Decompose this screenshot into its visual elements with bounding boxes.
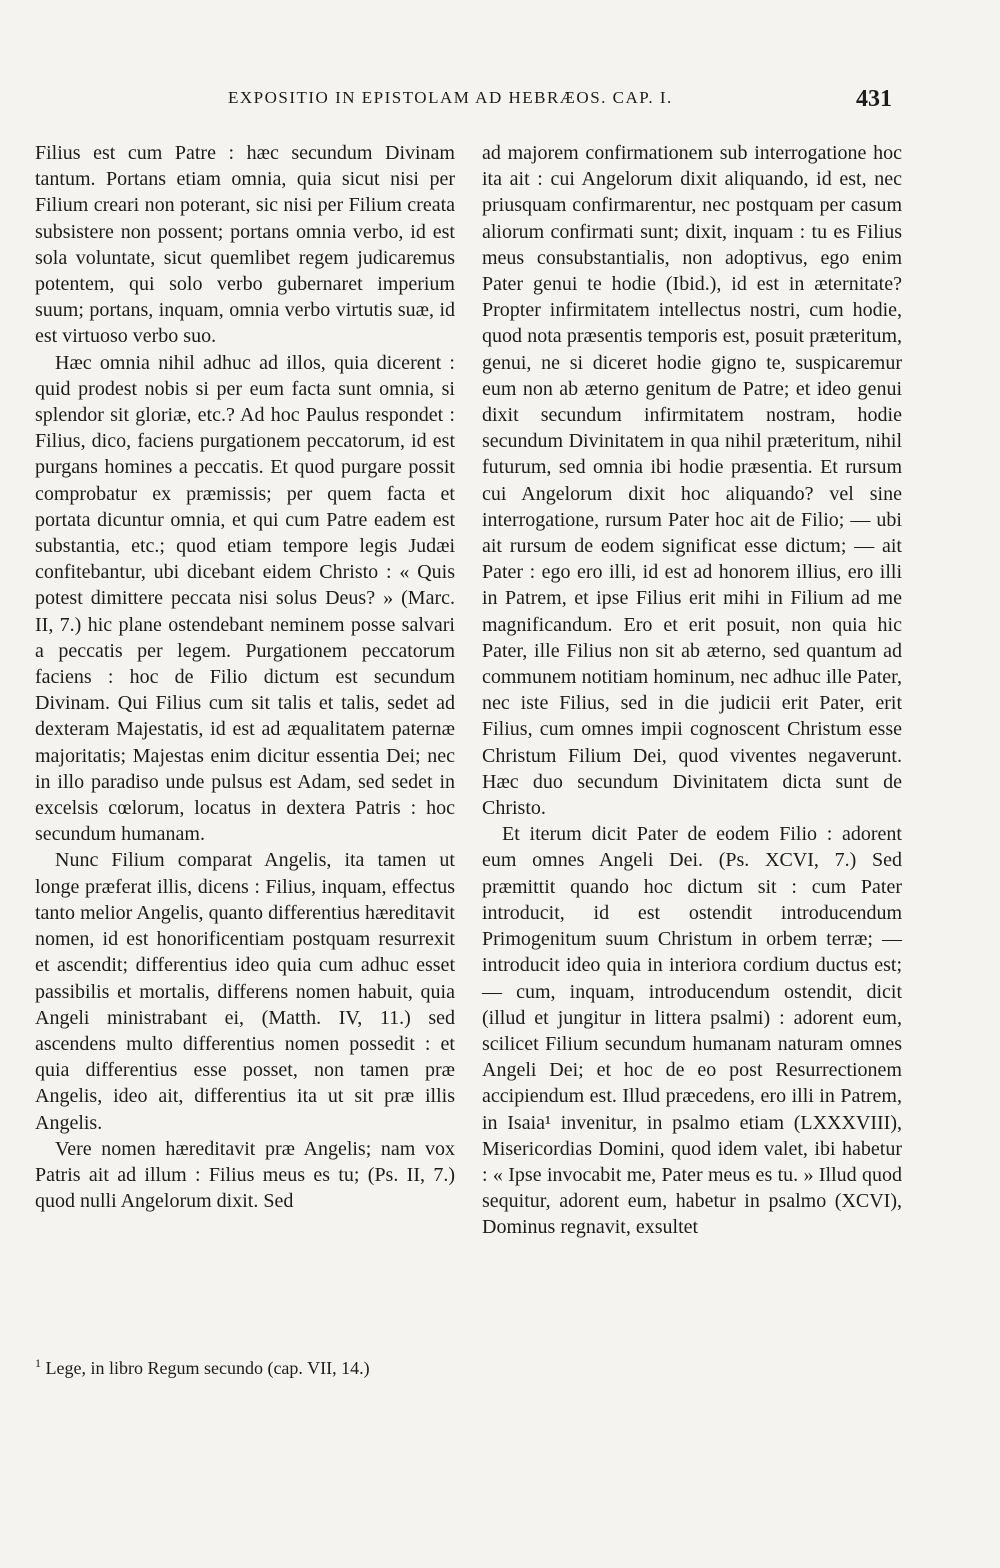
left-column [35,140,455,1214]
left-paragraph-3: Nunc Filium comparat Angelis, ita tamen ut longe præferat illis, dicens : Filius, inquam, effectus tanto melior Angelis, quanto differentius hæreditavit nomen, id est honorificentiam postquam resurrexit et ascendit; differentius ideo quia cum adhuc esset passibilis et mortalis, differens nomen habuit, quia Angeli ministrabant ei, (Matth. IV, 11.) sed ascendens multo differentius nomen possedit : et quia differentius esse posset, non tamen præ Angelis, ideo ait, differentius ita ut sit præ illis Angelis. [35,849,455,1134]
left-paragraph-1: Filius est cum Patre : hæc secundum Divinam tantum. Portans etiam omnia, quia sicut nisi per Filium creari non poterant, sic nisi per Filium creata subsistere non possent; portans omnia verbo, id est sola voluntate, sicut quemlibet regem judicaremus potentem, qui solo verbo gubernaret imperium suum; portans, inquam, omnia verbo virtutis suæ, id est virtuoso verbo suo. [35,142,455,348]
footnote-marker: 1 [35,1356,41,1370]
column-divider [466,128,467,1568]
page-number: 431 [856,86,892,112]
footnote [35,1351,455,1380]
right-column [482,140,902,1241]
footnote-text: Lege, in libro Regum secundo (cap. VII, 14.) [45,1358,370,1378]
right-paragraph-2: Et iterum dicit Pater de eodem Filio : adorent eum omnes Angeli Dei. (Ps. XCVI, 7.) Sed præmittit quando hoc dictum sit : cum Pater introducit, id est ostendit introducendum Primogenitum suum Christum in orbem terræ; — introducit ideo quia in interiora cordium ductus est; — cum, inquam, introducendum ostendit, dicit (illud et jungitur in littera psalmi) : adorent eum, scilicet Filium secundum humanam naturam omnes Angeli Dei; et hoc de eo post Resurrectionem accipiendum est. Illud præcedens, ero illi in Patrem, in Isaia¹ invenitur, in psalmo etiam (LXXXVIII), Misericordias Domini, quod idem valet, ibi habetur : « Ipse invocabit me, Pater meus es tu. » Illud quod sequitur, adorent eum, habetur in psalmo (XCVI), Dominus regnavit, exsultet [482,823,902,1239]
running-header [228,88,888,108]
right-paragraph-1: ad majorem confirmationem sub interrogatione hoc ita ait : cui Angelorum dixit aliquando, id est, nec priusquam confirmarentur, nec postquam per casum aliorum confirmati sunt; dixit, inquam : tu es Filius meus consubstantialis, non adoptivus, ego enim Pater genui te hodie (Ibid.), id est in æternitate? Propter infirmitatem intellectus nostri, cum hodie, quod nota præsentis temporis est, posuit præteritum, genui, ne si diceret hodie gigno te, suspicaremur eum non ab æterno genitum de Patre; et ideo genui dixit secundum infirmitatem nostram, hodie secundum Divinitatem in qua nihil præteritum, nihil futurum, sed omnia ibi hodie præsentia. Et rursum cui Angelorum dixit hoc aliquando? vel sine interrogatione, rursum Pater hoc ait de Filio; — ubi ait rursum de eodem significat esse dictum; — ait Pater : ego ero illi, id est ad honorem illius, ero illi in Patrem, et ipse Filius erit mihi in Filium ad me magnificandum. Ero et erit posuit, non quia hic Pater, ille Filius non sit ab æterno, sed quantum ad communem notitiam hominum, nec adhuc ille Pater, nec iste Filius, sed in die judicii erit Pater, erit Filius, cum omnes impii cognoscent Christum esse Christum Filium Dei, quod viventes negaverunt. Hæc duo secundum Divinitatem dicta sunt de Christo. [482,142,902,820]
left-paragraph-2: Hæc omnia nihil adhuc ad illos, quia dicerent : quid prodest nobis si per eum facta sunt omnia, si splendor sit gloriæ, etc.? Ad hoc Paulus respondet : Filius, dico, faciens purgationem peccatorum, id est purgans homines a peccatis. Et quod purgare possit comprobatur ex præmissis; per quem facta et portata dicuntur omnia, et qui cum Patre eadem est substantia, etc.; quod etiam tempore legis Judæi confitebantur, ubi dicebant eidem Christo : « Quis potest dimittere peccata nisi solus Deus? » (Marc. II, 7.) hic plane ostendebant neminem posse salvari a peccatis per legem. Purgationem peccatorum faciens : hoc de Filio dictum est secundum Divinam. Qui Filius cum sit talis et talis, sedet ad dexteram Majestatis, id est ad æqualitatem paternæ majoritatis; Majestas enim dicitur essentia Dei; nec in illo paradiso unde pulsus est Adam, sed sedet in excelsis cœlorum, locatus in dextera Patris : hoc secundum humanam. [35,351,455,846]
left-paragraph-4: Vere nomen hæreditavit præ Angelis; nam vox Patris ait ad illum : Filius meus es tu; (Ps. II, 7.) quod nulli Angelorum dixit. Sed [35,1137,455,1213]
footnote-rule [35,1345,95,1346]
running-title: EXPOSITIO IN EPISTOLAM AD HEBRÆOS. CAP. I. [228,88,673,107]
